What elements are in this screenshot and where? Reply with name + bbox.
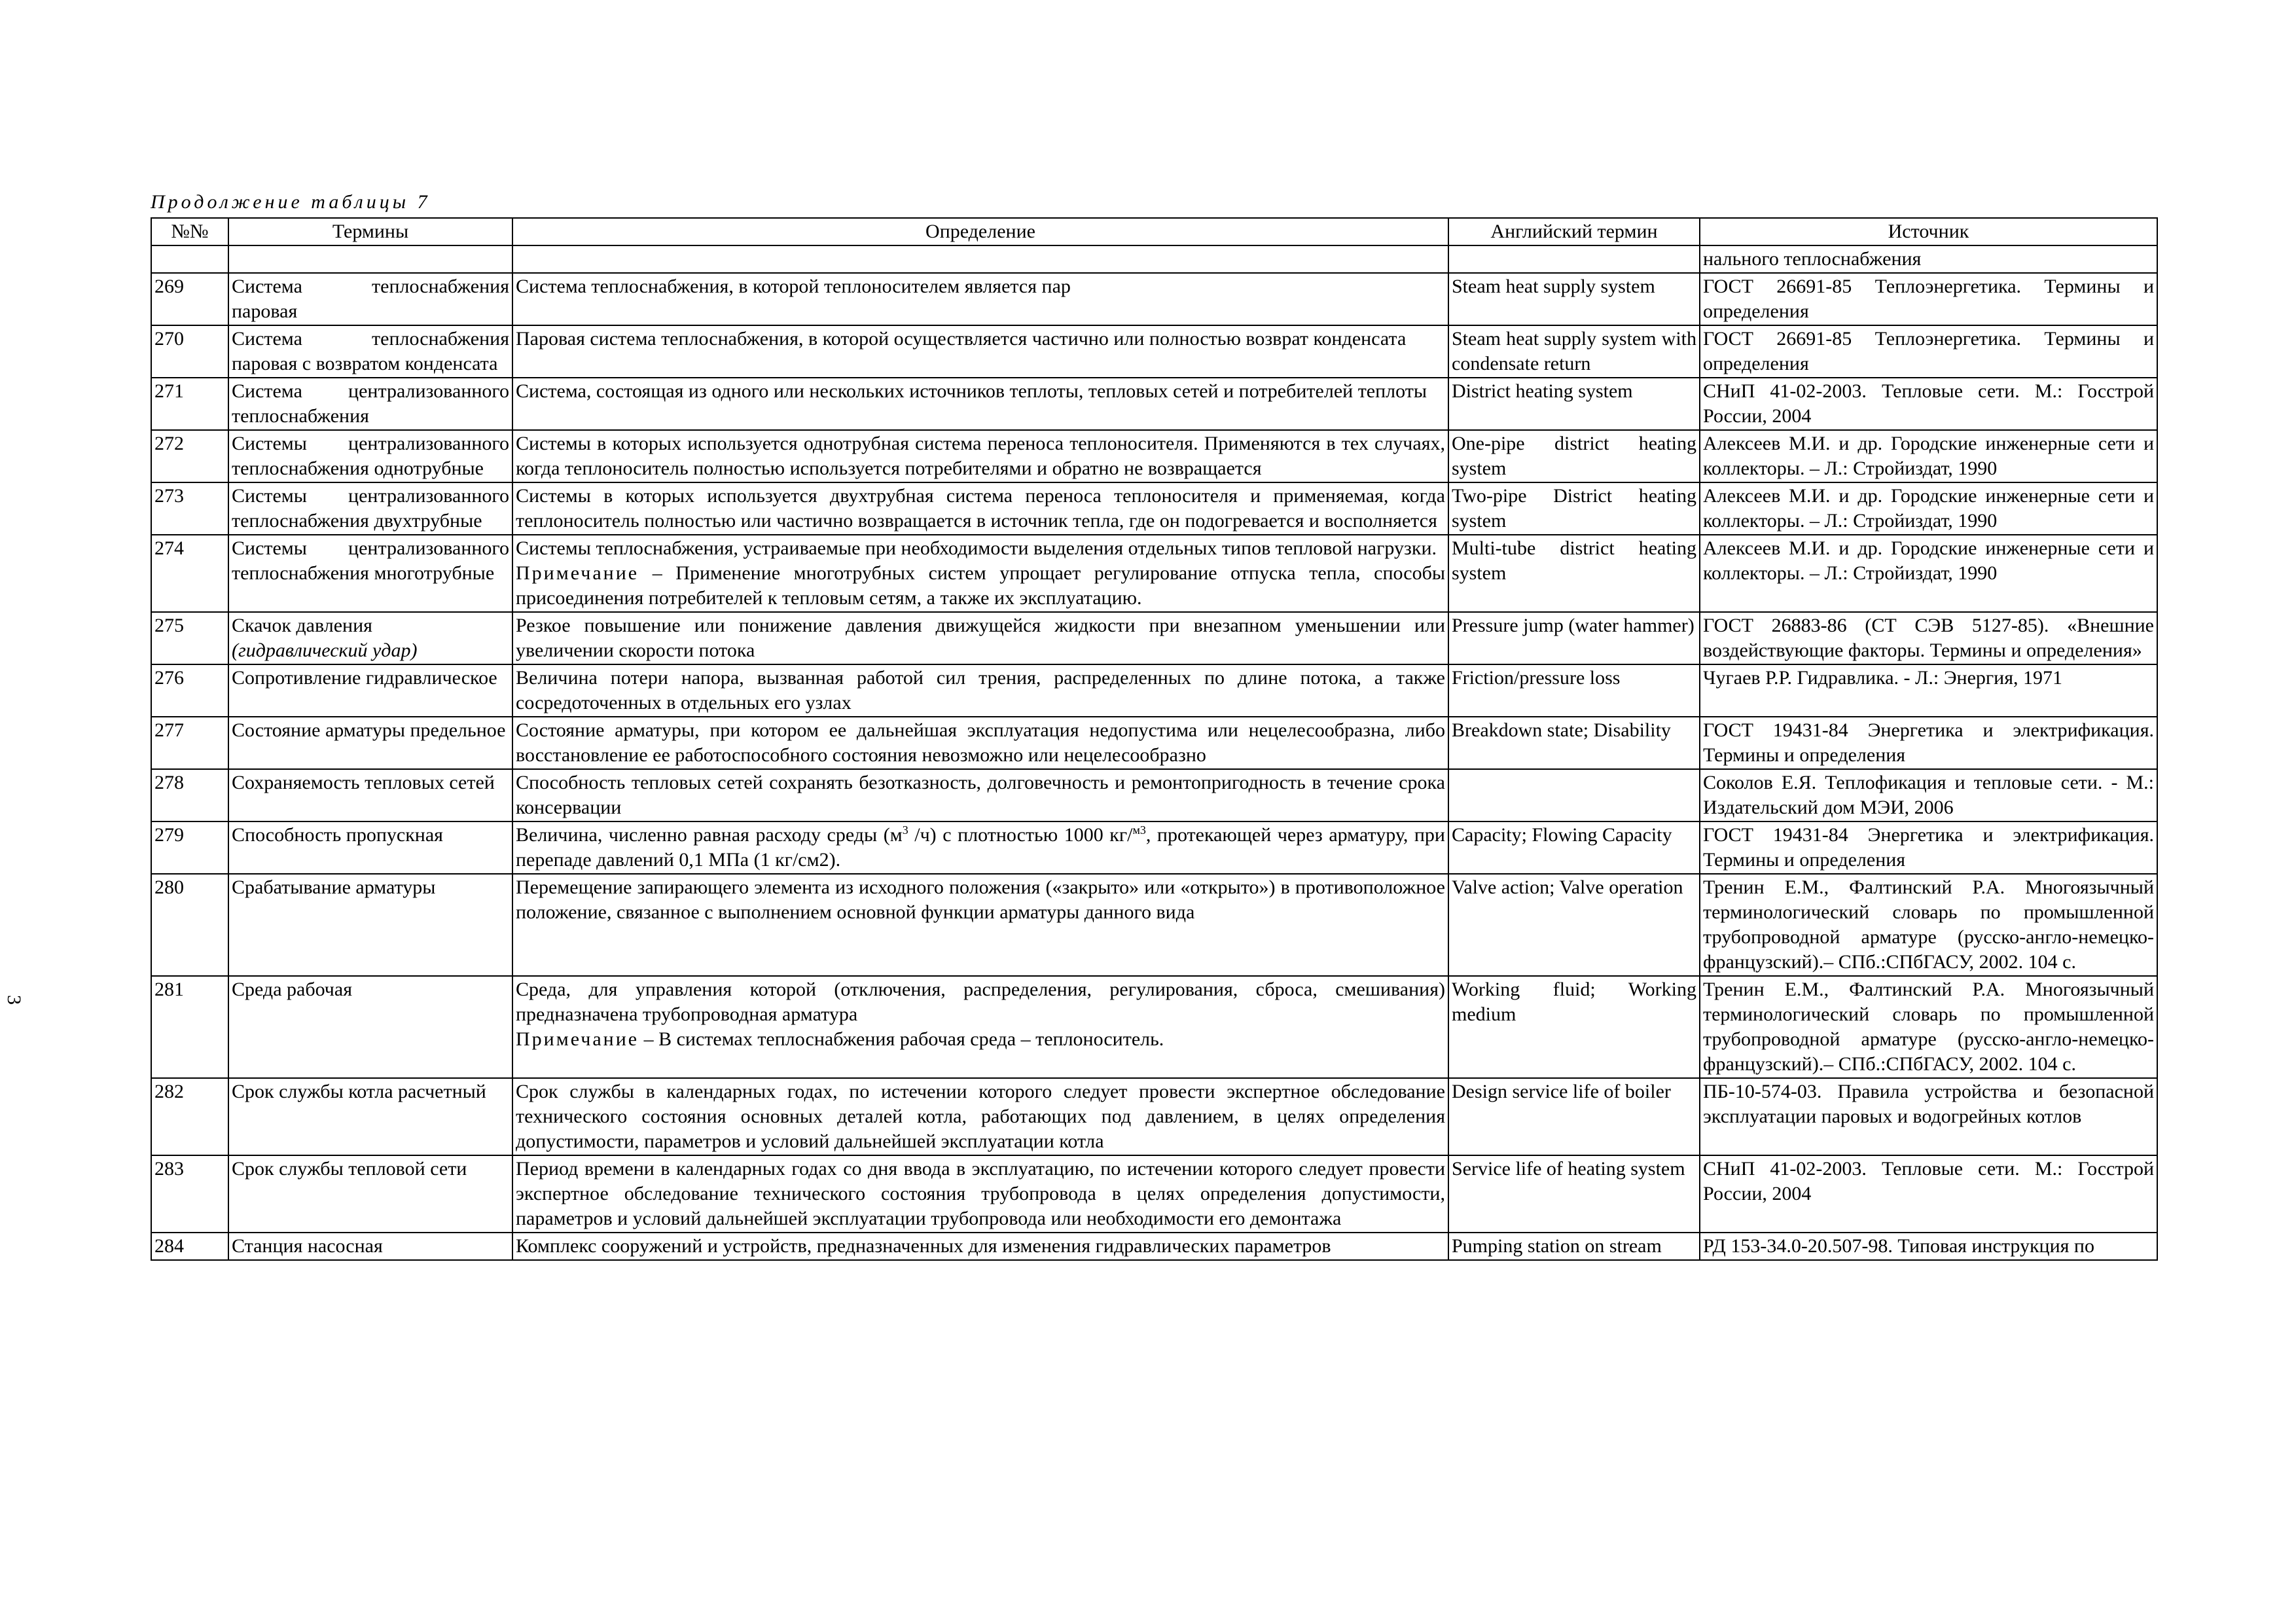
term-cell	[228, 245, 512, 273]
definition-cell	[512, 245, 1448, 273]
term-cell: Способность пропускная	[228, 821, 512, 874]
note-label: Примечание	[516, 1028, 639, 1050]
page-number: 3	[3, 995, 25, 1005]
definition-text: Среда, для управления которой (отключения, распределения, регулирования, сброса, смешивания) предназначена трубопроводная арматура	[516, 979, 1445, 1025]
definition-text-part: /ч) с плотностью 1000 кг/	[908, 824, 1133, 846]
term-text: Скачок давления	[232, 615, 372, 636]
english-cell: Working fluid; Working medium	[1448, 976, 1700, 1078]
num-cell: 279	[151, 821, 228, 874]
english-cell	[1448, 245, 1700, 273]
term-cell: Состояние арматуры предельное	[228, 717, 512, 769]
definition-cell: Системы в которых используется однотрубная система переноса теплоносителя. Применяются в тех случаях, когда теплоноситель полностью используется потребителями и обратно не возвращается	[512, 430, 1448, 482]
source-cell: СНиП 41-02-2003. Тепловые сети. М.: Госстрой России, 2004	[1700, 378, 2157, 430]
note-text: – В системах теплоснабжения рабочая среда – теплоноситель.	[639, 1028, 1164, 1050]
table-row	[151, 821, 2157, 874]
definition-cell: Паровая система теплоснабжения, в которой осуществляется частично или полностью возврат конденсата	[512, 325, 1448, 378]
english-cell	[1448, 769, 1700, 821]
term-cell: Срабатывание арматуры	[228, 874, 512, 976]
table-row	[151, 1078, 2157, 1155]
num-cell: 271	[151, 378, 228, 430]
definition-cell: Комплекс сооружений и устройств, предназначенных для изменения гидравлических параметров	[512, 1233, 1448, 1260]
table-caption: Продолжение таблицы 7	[151, 191, 431, 213]
term-cell: Среда рабочая	[228, 976, 512, 1078]
definition-cell	[512, 976, 1448, 1078]
term-cell: Сохраняемость тепловых сетей	[228, 769, 512, 821]
header-english: Английский термин	[1448, 218, 1700, 245]
term-cell: Срок службы тепловой сети	[228, 1155, 512, 1233]
note-label: Примечание	[516, 562, 639, 584]
num-cell: 272	[151, 430, 228, 482]
definition-cell: Резкое повышение или понижение давления движущейся жидкости при внезапном уменьшении или увеличении скорости потока	[512, 612, 1448, 664]
term-cell: Системы централизованного теплоснабжения двухтрубные	[228, 482, 512, 535]
source-cell: нального теплоснабжения	[1700, 245, 2157, 273]
source-cell: СНиП 41-02-2003. Тепловые сети. М.: Госстрой России, 2004	[1700, 1155, 2157, 1233]
definition-cell: Система теплоснабжения, в которой теплоносителем является пар	[512, 273, 1448, 325]
source-cell: ГОСТ 26691-85 Теплоэнергетика. Термины и определения	[1700, 273, 2157, 325]
header-num: №№	[151, 218, 228, 245]
num-cell	[151, 245, 228, 273]
english-cell: One-pipe district heating system	[1448, 430, 1700, 482]
header-term: Термины	[228, 218, 512, 245]
num-cell: 281	[151, 976, 228, 1078]
definition-note	[516, 1027, 1445, 1052]
term-cell: Сопротивление гидравлическое	[228, 664, 512, 717]
num-cell: 269	[151, 273, 228, 325]
header-source: Источник	[1700, 218, 2157, 245]
source-cell: ГОСТ 26883-86 (СТ СЭВ 5127-85). «Внешние воздействующие факторы. Термины и определения»	[1700, 612, 2157, 664]
table-row	[151, 717, 2157, 769]
source-cell: Алексеев М.И. и др. Городские инженерные сети и коллекторы. – Л.: Стройиздат, 1990	[1700, 535, 2157, 612]
table-row	[151, 378, 2157, 430]
english-cell: District heating system	[1448, 378, 1700, 430]
definition-cell: Способность тепловых сетей сохранять безотказность, долговечность и ремонтопригодность в течение срока консервации	[512, 769, 1448, 821]
term-italic-note: (гидравлический удар)	[232, 640, 418, 661]
terms-table	[151, 217, 2158, 1261]
definition-text-part: Величина, численно равная расходу среды (м	[516, 824, 903, 846]
english-cell: Multi-tube district heating system	[1448, 535, 1700, 612]
table-row	[151, 1233, 2157, 1260]
table-row	[151, 874, 2157, 976]
continuation-row	[151, 245, 2157, 273]
term-cell: Система теплоснабжения паровая с возвратом конденсата	[228, 325, 512, 378]
definition-cell: Срок службы в календарных годах, по истечении которого следует провести экспертное обследование технического состояния основных деталей котла, работающих под давлением, в целях определения допустимости, параметров и условий дальнейшей эксплуатации котла	[512, 1078, 1448, 1155]
term-cell: Станция насосная	[228, 1233, 512, 1260]
source-cell: Алексеев М.И. и др. Городские инженерные сети и коллекторы. – Л.: Стройиздат, 1990	[1700, 430, 2157, 482]
definition-cell: Перемещение запирающего элемента из исходного положения («закрыто» или «открыто») в противоположное положение, связанное с выполнением основной функции арматуры данного вида	[512, 874, 1448, 976]
english-cell: Two-pipe District heating system	[1448, 482, 1700, 535]
num-cell: 277	[151, 717, 228, 769]
source-cell: Чугаев Р.Р. Гидравлика. - Л.: Энергия, 1971	[1700, 664, 2157, 717]
definition-cell: Системы в которых используется двухтрубная система переноса теплоносителя и применяемая, когда теплоноситель полностью или частично возвращается в источник тепла, где он подогревается и восполняется	[512, 482, 1448, 535]
num-cell: 278	[151, 769, 228, 821]
source-cell: Алексеев М.И. и др. Городские инженерные сети и коллекторы. – Л.: Стройиздат, 1990	[1700, 482, 2157, 535]
definition-cell: Величина потери напора, вызванная работой сил трения, распределенных по длине потока, а также сосредоточенных в отдельных его узлах	[512, 664, 1448, 717]
term-cell: Системы централизованного теплоснабжения однотрубные	[228, 430, 512, 482]
definition-cell	[512, 821, 1448, 874]
note-text: – Применение многотрубных систем упрощает регулирование отпуска тепла, способы присоединения потребителей к тепловым сетям, а также их эксплуатацию.	[516, 562, 1445, 609]
definition-note	[516, 561, 1445, 611]
table-row	[151, 535, 2157, 612]
table-row	[151, 612, 2157, 664]
source-cell: Тренин Е.М., Фалтинский Р.А. Многоязычный терминологический словарь по промышленной трубопроводной арматуре (русско-англо-немецко-французский).– СПб.:СПбГАСУ, 2002. 104 с.	[1700, 976, 2157, 1078]
source-cell: ПБ-10-574-03. Правила устройства и безопасной эксплуатации паровых и водогрейных котлов	[1700, 1078, 2157, 1155]
english-cell: Breakdown state; Disability	[1448, 717, 1700, 769]
term-cell	[228, 612, 512, 664]
table-row	[151, 273, 2157, 325]
source-cell: ГОСТ 19431-84 Энергетика и электрификация. Термины и определения	[1700, 821, 2157, 874]
table-row	[151, 482, 2157, 535]
english-cell: Design service life of boiler	[1448, 1078, 1700, 1155]
definition-text: Системы теплоснабжения, устраиваемые при необходимости выделения отдельных типов тепловой нагрузки.	[516, 537, 1437, 559]
table-row	[151, 769, 2157, 821]
english-cell: Pumping station on stream	[1448, 1233, 1700, 1260]
definition-cell: Состояние арматуры, при котором ее дальнейшая эксплуатация недопустима или нецелесообразна, либо восстановление ее работоспособного состояния невозможно или нецелесообразно	[512, 717, 1448, 769]
english-cell: Valve action; Valve operation	[1448, 874, 1700, 976]
term-cell: Система централизованного теплоснабжения	[228, 378, 512, 430]
num-cell: 273	[151, 482, 228, 535]
table-row	[151, 1155, 2157, 1233]
table-header-row	[151, 218, 2157, 245]
source-cell: ГОСТ 26691-85 Теплоэнергетика. Термины и определения	[1700, 325, 2157, 378]
definition-text-part: , протекающей через арматуру, при перепаде давлений 0,1 МПа (1 кг/см2).	[516, 824, 1445, 871]
header-definition: Определение	[512, 218, 1448, 245]
definition-cell	[512, 535, 1448, 612]
table-row	[151, 664, 2157, 717]
english-cell: Friction/pressure loss	[1448, 664, 1700, 717]
source-cell: РД 153-34.0-20.507-98. Типовая инструкция по	[1700, 1233, 2157, 1260]
num-cell: 284	[151, 1233, 228, 1260]
english-cell: Pressure jump (water hammer)	[1448, 612, 1700, 664]
num-cell: 276	[151, 664, 228, 717]
term-cell: Системы централизованного теплоснабжения многотрубные	[228, 535, 512, 612]
term-cell: Срок службы котла расчетный	[228, 1078, 512, 1155]
english-cell: Steam heat supply system with condensate return	[1448, 325, 1700, 378]
num-cell: 275	[151, 612, 228, 664]
table-row	[151, 976, 2157, 1078]
num-cell: 274	[151, 535, 228, 612]
superscript: 3	[902, 823, 908, 837]
num-cell: 282	[151, 1078, 228, 1155]
table-row	[151, 325, 2157, 378]
english-cell: Steam heat supply system	[1448, 273, 1700, 325]
num-cell: 270	[151, 325, 228, 378]
definition-cell: Период времени в календарных годах со дня ввода в эксплуатацию, по истечении которого следует провести экспертное обследование технического состояния трубопровода в целях определения допустимости, параметров и условий дальнейшей эксплуатации трубопровода или необходимости его демонтажа	[512, 1155, 1448, 1233]
english-cell: Capacity; Flowing Capacity	[1448, 821, 1700, 874]
source-cell: Тренин Е.М., Фалтинский Р.А. Многоязычный терминологический словарь по промышленной трубопроводной арматуре (русско-англо-немецко-французский).– СПб.:СПбГАСУ, 2002. 104 с.	[1700, 874, 2157, 976]
definition-cell: Система, состоящая из одного или нескольких источников теплоты, тепловых сетей и потребителей теплоты	[512, 378, 1448, 430]
superscript: м3	[1132, 823, 1146, 837]
english-cell: Service life of heating system	[1448, 1155, 1700, 1233]
num-cell: 283	[151, 1155, 228, 1233]
term-cell: Система теплоснабжения паровая	[228, 273, 512, 325]
source-cell: ГОСТ 19431-84 Энергетика и электрификация. Термины и определения	[1700, 717, 2157, 769]
source-cell: Соколов Е.Я. Теплофикация и тепловые сети. - М.: Издательский дом МЭИ, 2006	[1700, 769, 2157, 821]
table-row	[151, 430, 2157, 482]
num-cell: 280	[151, 874, 228, 976]
